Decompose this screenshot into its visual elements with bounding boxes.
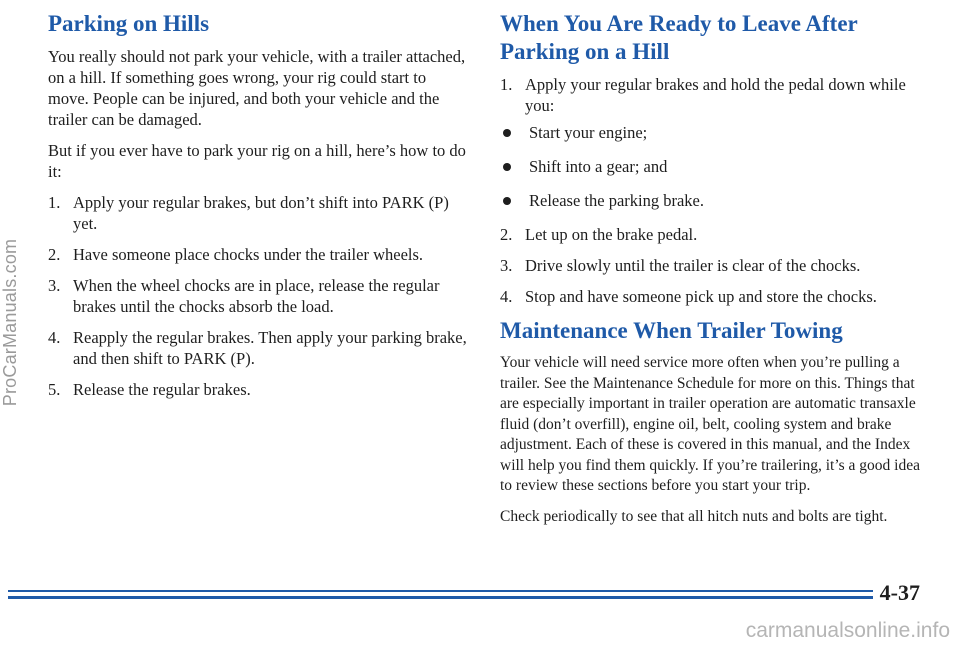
bullet-icon (503, 197, 511, 205)
step-number: 5. (48, 380, 61, 399)
step-number: 1. (48, 193, 61, 212)
step-number: 3. (500, 256, 513, 275)
step-number: 2. (500, 225, 513, 244)
step-number: 2. (48, 245, 61, 264)
list-item (48, 379, 468, 400)
step-number: 4. (48, 328, 61, 347)
step-number: 1. (500, 75, 513, 94)
list-item (500, 286, 928, 307)
bullet-text: Release the parking brake. (529, 191, 705, 210)
list-item (48, 275, 468, 317)
list-item (500, 156, 928, 177)
step-text: Apply your regular brakes, but don’t shift into PARK (P) yet. (73, 193, 449, 233)
leave-steps-list-continued (500, 224, 928, 307)
step-text: When the wheel chocks are in place, release the regular brakes until the chocks absorb the load. (73, 276, 440, 316)
step-text: Let up on the brake pedal. (525, 225, 698, 244)
watermark-bottom: carmanualsonline.info (745, 619, 950, 642)
list-item (500, 255, 928, 276)
maintenance-paragraph: Your vehicle will need service more often when you’re pulling a trailer. See the Maintenance Schedule for more on this. Things that are especially important in trailer operation are automatic transaxle fluid (don’t overfill), engine oil, belt, cooling system and brake adjustment. Each of these is covered in this manual, and the Index will help you find them quickly. If you’re trailering, it’s a good idea to review these sections before you start your trip. (500, 354, 920, 494)
bullet-text: Start your engine; (529, 123, 648, 142)
page-rule (8, 590, 873, 599)
hitch-check-paragraph: Check periodically to see that all hitch nuts and bolts are tight. (500, 507, 888, 525)
step-text: Release the regular brakes. (73, 380, 251, 399)
list-item (48, 327, 468, 369)
list-item (500, 224, 928, 245)
leave-steps-list (500, 74, 928, 116)
parking-steps-list (48, 192, 468, 400)
watermark-left (0, 0, 22, 645)
parking-on-hills-heading: Parking on Hills (48, 11, 210, 36)
maintenance-heading: Maintenance When Trailer Towing (500, 318, 843, 343)
step-text: Stop and have someone pick up and store the chocks. (525, 287, 877, 306)
bullet-icon (503, 163, 511, 171)
left-column (48, 10, 468, 410)
bullet-text: Shift into a gear; and (529, 157, 668, 176)
parking-howto-paragraph: But if you ever have to park your rig on a hill, here’s how to do it: (48, 141, 466, 181)
watermark-left-text: ProCarManuals.com (0, 238, 21, 407)
bullet-icon (503, 129, 511, 137)
page-number: 4-37 (879, 580, 920, 605)
step-text: Apply your regular brakes and hold the pedal down while you: (525, 75, 906, 115)
parking-intro-paragraph: You really should not park your vehicle, with a trailer attached, on a hill. If something goes wrong, your rig could start to move. People can be injured, and both your vehicle and the trailer can be damaged. (48, 47, 466, 129)
step-text: Reapply the regular brakes. Then apply your parking brake, and then shift to PARK (P). (73, 328, 467, 368)
list-item (500, 74, 928, 116)
ready-to-leave-heading: When You Are Ready to Leave After Parking on a Hill (500, 11, 858, 64)
step-text: Have someone place chocks under the trailer wheels. (73, 245, 424, 264)
step-number: 4. (500, 287, 513, 306)
list-item (500, 122, 928, 143)
bullet-list (500, 122, 928, 211)
list-item (48, 192, 468, 234)
list-item (48, 244, 468, 265)
right-column (500, 10, 928, 537)
step-number: 3. (48, 276, 61, 295)
step-text: Drive slowly until the trailer is clear of the chocks. (525, 256, 861, 275)
rule-line-bottom (8, 596, 873, 599)
rule-line-top (8, 590, 873, 592)
list-item (500, 190, 928, 211)
